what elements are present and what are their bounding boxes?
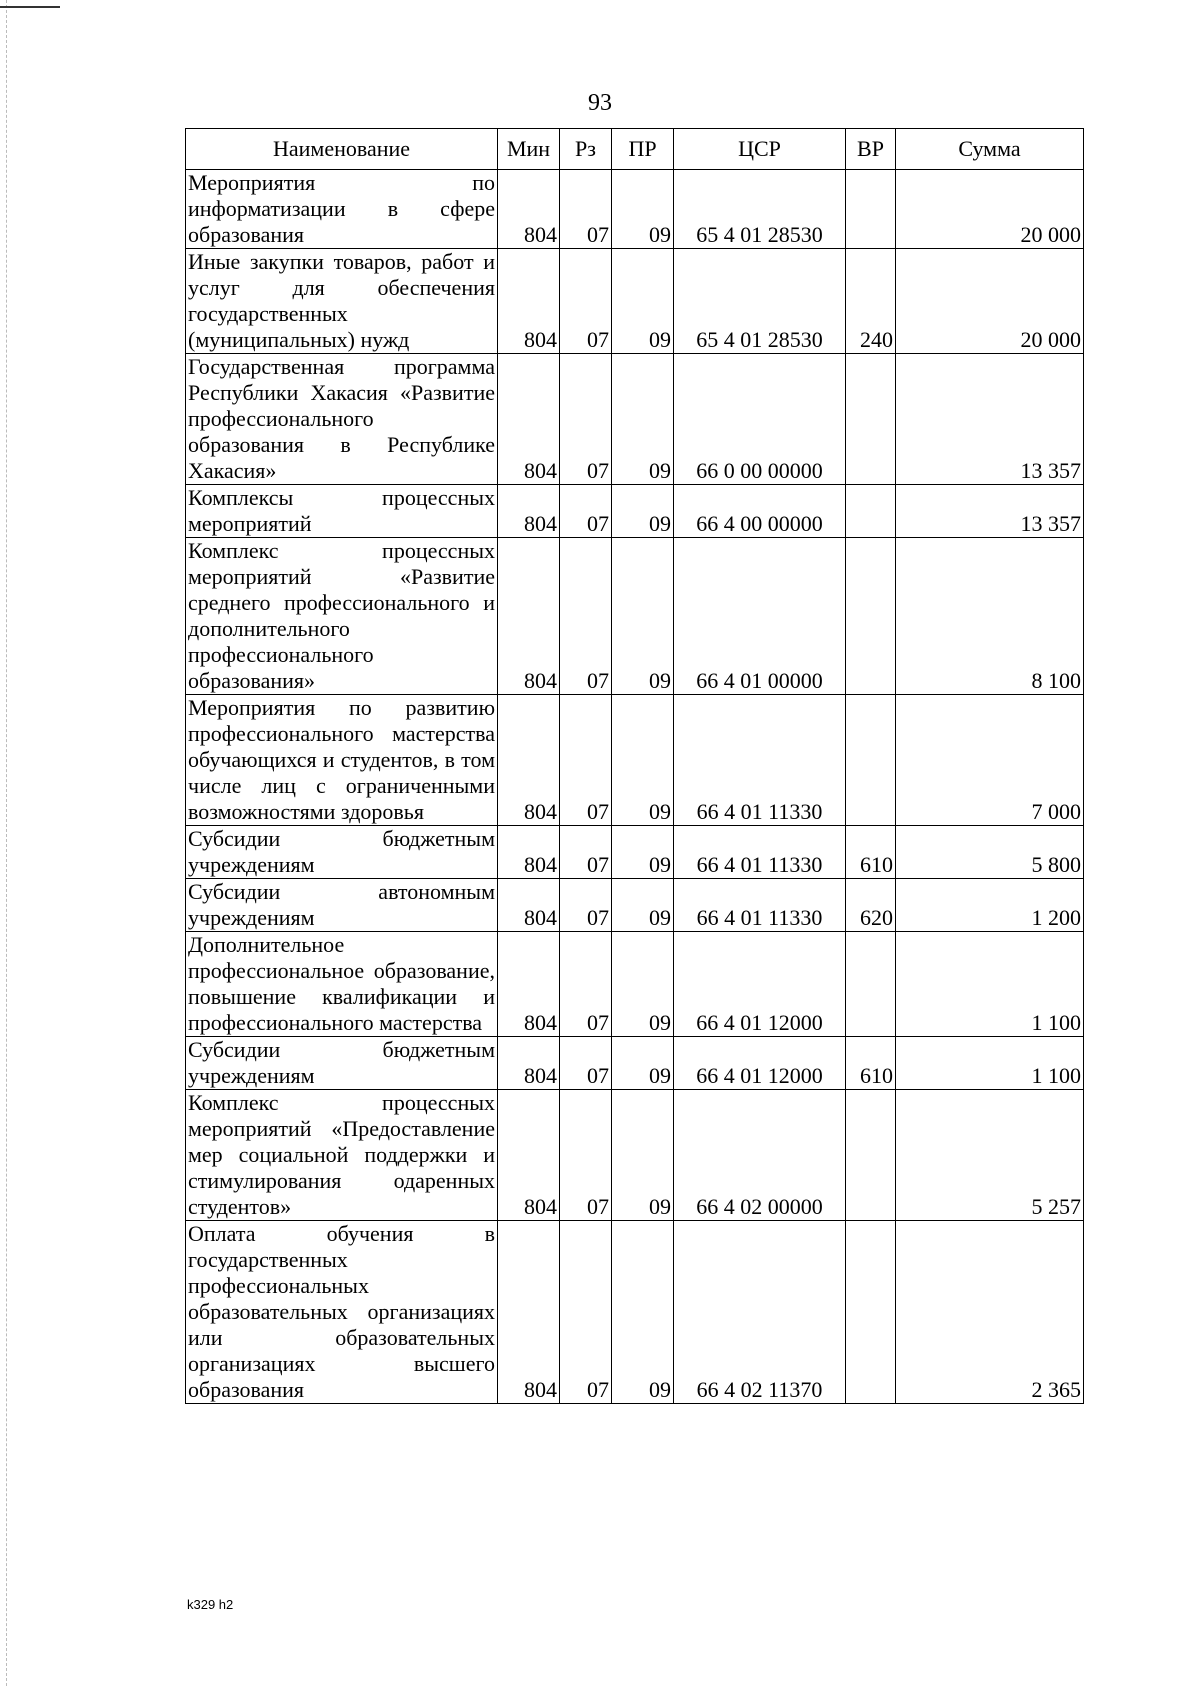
cell-name: Субсидии бюджетным учреждениям — [186, 1037, 498, 1090]
cell-name: Иные закупки товаров, работ и услуг для обеспечения государственных (муниципальных) нужд — [186, 249, 498, 354]
header-csr: ЦСР — [674, 129, 846, 170]
table-row — [186, 249, 1084, 354]
cell-pr: 09 — [612, 879, 674, 932]
cell-vr — [846, 1090, 896, 1221]
cell-min: 804 — [498, 354, 560, 485]
cell-name: Субсидии бюджетным учреждениям — [186, 826, 498, 879]
table-row — [186, 932, 1084, 1037]
cell-sum: 5 257 — [896, 1090, 1084, 1221]
table-header-row — [186, 129, 1084, 170]
cell-csr: 66 4 01 11330 — [674, 695, 846, 826]
cell-min: 804 — [498, 826, 560, 879]
table-row — [186, 879, 1084, 932]
budget-table-container — [185, 128, 1083, 1404]
cell-csr: 66 4 02 11370 — [674, 1221, 846, 1404]
cell-pr: 09 — [612, 695, 674, 826]
cell-csr: 66 4 01 12000 — [674, 1037, 846, 1090]
table-row — [186, 1090, 1084, 1221]
cell-min: 804 — [498, 538, 560, 695]
cell-pr: 09 — [612, 1090, 674, 1221]
cell-name: Мероприятия по развитию профессионального мастерства обучающихся и студентов, в том числе лиц с ограниченными возможностями здоровья — [186, 695, 498, 826]
footer-code: k329 h2 — [187, 1597, 234, 1612]
cell-vr: 240 — [846, 249, 896, 354]
table-row — [186, 354, 1084, 485]
cell-sum: 1 100 — [896, 932, 1084, 1037]
cell-min: 804 — [498, 485, 560, 538]
cell-csr: 66 4 01 12000 — [674, 932, 846, 1037]
cell-pr: 09 — [612, 538, 674, 695]
cell-pr: 09 — [612, 249, 674, 354]
cell-sum: 20 000 — [896, 170, 1084, 249]
cell-min: 804 — [498, 932, 560, 1037]
cell-vr: 610 — [846, 1037, 896, 1090]
cell-sum: 13 357 — [896, 485, 1084, 538]
cell-pr: 09 — [612, 1221, 674, 1404]
scan-mark — [0, 6, 60, 8]
cell-pr: 09 — [612, 170, 674, 249]
cell-vr — [846, 695, 896, 826]
cell-name: Комплекс процессных мероприятий «Развитие среднего профессионального и дополнительного профессионального образования» — [186, 538, 498, 695]
cell-name: Субсидии автономным учреждениям — [186, 879, 498, 932]
cell-csr: 66 0 00 00000 — [674, 354, 846, 485]
cell-pr: 09 — [612, 1037, 674, 1090]
cell-rz: 07 — [560, 249, 612, 354]
cell-rz: 07 — [560, 932, 612, 1037]
cell-sum: 2 365 — [896, 1221, 1084, 1404]
cell-pr: 09 — [612, 826, 674, 879]
cell-vr: 610 — [846, 826, 896, 879]
table-body — [186, 170, 1084, 1404]
cell-vr — [846, 170, 896, 249]
cell-sum: 13 357 — [896, 354, 1084, 485]
cell-min: 804 — [498, 1221, 560, 1404]
cell-name: Дополнительное профессиональное образование, повышение квалификации и профессионального мастерства — [186, 932, 498, 1037]
cell-sum: 20 000 — [896, 249, 1084, 354]
cell-vr: 620 — [846, 879, 896, 932]
cell-pr: 09 — [612, 354, 674, 485]
cell-csr: 66 4 02 00000 — [674, 1090, 846, 1221]
cell-name: Комплексы процессных мероприятий — [186, 485, 498, 538]
header-pr: ПР — [612, 129, 674, 170]
cell-pr: 09 — [612, 932, 674, 1037]
cell-csr: 66 4 00 00000 — [674, 485, 846, 538]
cell-csr: 66 4 01 11330 — [674, 826, 846, 879]
table-row — [186, 1037, 1084, 1090]
cell-min: 804 — [498, 695, 560, 826]
cell-rz: 07 — [560, 354, 612, 485]
cell-name: Оплата обучения в государственных профессиональных образовательных организациях или образовательных организациях высшего образования — [186, 1221, 498, 1404]
cell-vr — [846, 485, 896, 538]
cell-csr: 65 4 01 28530 — [674, 170, 846, 249]
cell-min: 804 — [498, 1090, 560, 1221]
cell-rz: 07 — [560, 485, 612, 538]
cell-rz: 07 — [560, 538, 612, 695]
page-number: 93 — [588, 90, 612, 116]
cell-min: 804 — [498, 170, 560, 249]
cell-sum: 7 000 — [896, 695, 1084, 826]
cell-csr: 66 4 01 00000 — [674, 538, 846, 695]
table-row — [186, 826, 1084, 879]
cell-rz: 07 — [560, 1037, 612, 1090]
cell-vr — [846, 1221, 896, 1404]
cell-sum: 5 800 — [896, 826, 1084, 879]
cell-pr: 09 — [612, 485, 674, 538]
table-row — [186, 1221, 1084, 1404]
cell-rz: 07 — [560, 1221, 612, 1404]
cell-rz: 07 — [560, 1090, 612, 1221]
cell-rz: 07 — [560, 170, 612, 249]
cell-csr: 65 4 01 28530 — [674, 249, 846, 354]
header-rz: Рз — [560, 129, 612, 170]
table-row — [186, 695, 1084, 826]
cell-sum: 1 100 — [896, 1037, 1084, 1090]
header-vr: ВР — [846, 129, 896, 170]
cell-vr — [846, 354, 896, 485]
scan-edge — [0, 0, 7, 1686]
header-name: Наименование — [186, 129, 498, 170]
table-row — [186, 538, 1084, 695]
cell-min: 804 — [498, 249, 560, 354]
header-sum: Сумма — [896, 129, 1084, 170]
cell-sum: 1 200 — [896, 879, 1084, 932]
cell-name: Государственная программа Республики Хакасия «Развитие профессионального образования в Республике Хакасия» — [186, 354, 498, 485]
cell-name: Комплекс процессных мероприятий «Предоставление мер социальной поддержки и стимулирования одаренных студентов» — [186, 1090, 498, 1221]
cell-csr: 66 4 01 11330 — [674, 879, 846, 932]
cell-min: 804 — [498, 879, 560, 932]
table-row — [186, 170, 1084, 249]
cell-rz: 07 — [560, 826, 612, 879]
cell-name: Мероприятия по информатизации в сфере образования — [186, 170, 498, 249]
header-min: Мин — [498, 129, 560, 170]
cell-sum: 8 100 — [896, 538, 1084, 695]
table-row — [186, 485, 1084, 538]
cell-rz: 07 — [560, 695, 612, 826]
cell-vr — [846, 932, 896, 1037]
cell-min: 804 — [498, 1037, 560, 1090]
budget-table — [185, 128, 1084, 1404]
cell-vr — [846, 538, 896, 695]
cell-rz: 07 — [560, 879, 612, 932]
